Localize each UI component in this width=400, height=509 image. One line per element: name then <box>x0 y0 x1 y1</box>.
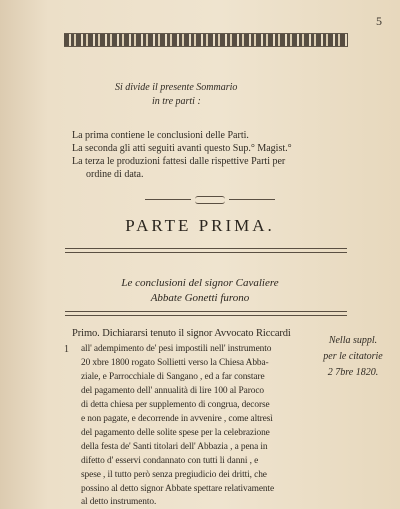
parts-list-item-third: La terza le produzioni fattesi dalle rispettive Parti per <box>72 156 286 167</box>
body-line: e non pagate, e decorrende in avvenire , come altresì <box>81 414 273 424</box>
margin-note-line-1: Nella suppl. <box>328 335 378 346</box>
section-rule-bottom <box>65 311 347 316</box>
ornamental-divider <box>145 198 275 202</box>
paragraph-numeral: 1 <box>64 344 69 355</box>
body-line: difetto d' esservi condannato con tutti li danni , e <box>81 456 259 466</box>
body-line: del pagamento delle solite spese per la celebrazione <box>81 428 270 438</box>
body-line: della festa de' Santi titolari dell' Abbazia , a pena in <box>81 442 268 452</box>
body-line: possino al detto signor Abbate spettare relativamente <box>81 484 275 494</box>
parts-list-item-second: La seconda gli atti seguiti avanti questo Sup.° Magist.° <box>72 143 292 154</box>
parts-list-item-third-continued: ordine di data. <box>86 169 144 180</box>
body-line: Primo. Dichiararsi tenuto il signor Avvocato Riccardi <box>72 328 291 339</box>
section-rule-top <box>65 248 347 253</box>
divider-rule-left <box>145 199 191 200</box>
body-line: ziale, e Parrocchiale di Sangano , ed a far constare <box>81 372 265 382</box>
margin-note-line-2: per le citatorie <box>323 351 383 362</box>
margin-note-line-3: 2 7bre 1820. <box>327 367 379 378</box>
subtitle-line-2: Abbate Gonetti furono <box>150 292 250 304</box>
body-line: spese , il tutto però senza pregiudicio dei dritti, che <box>81 470 267 480</box>
header-ornament-band <box>64 33 348 47</box>
intro-line-2: in tre parti : <box>152 96 201 107</box>
body-line: di detta chiesa per supplemento di congrua, decorse <box>81 400 270 410</box>
body-line: all' adempimento de' pesi impostili nell' instrumento <box>81 344 272 354</box>
body-line: al detto instrumento. <box>81 497 157 507</box>
subtitle-line-1: Le conclusioni del signor Cavaliere <box>121 277 279 289</box>
body-line: del pagamento dell' annualità di lire 100 al Paroco <box>81 386 264 396</box>
divider-rule-right <box>229 199 275 200</box>
parts-list-item-first: La prima contiene le conclusioni delle Parti. <box>72 130 249 141</box>
divider-knot-ornament <box>195 196 225 204</box>
body-line: 20 xbre 1800 rogato Sollietti verso la Chiesa Abba- <box>81 358 269 368</box>
intro-line-1: Si divide il presente Sommario <box>115 82 238 93</box>
page-number: 5 <box>376 14 382 28</box>
section-title: PARTE PRIMA. <box>125 216 275 235</box>
